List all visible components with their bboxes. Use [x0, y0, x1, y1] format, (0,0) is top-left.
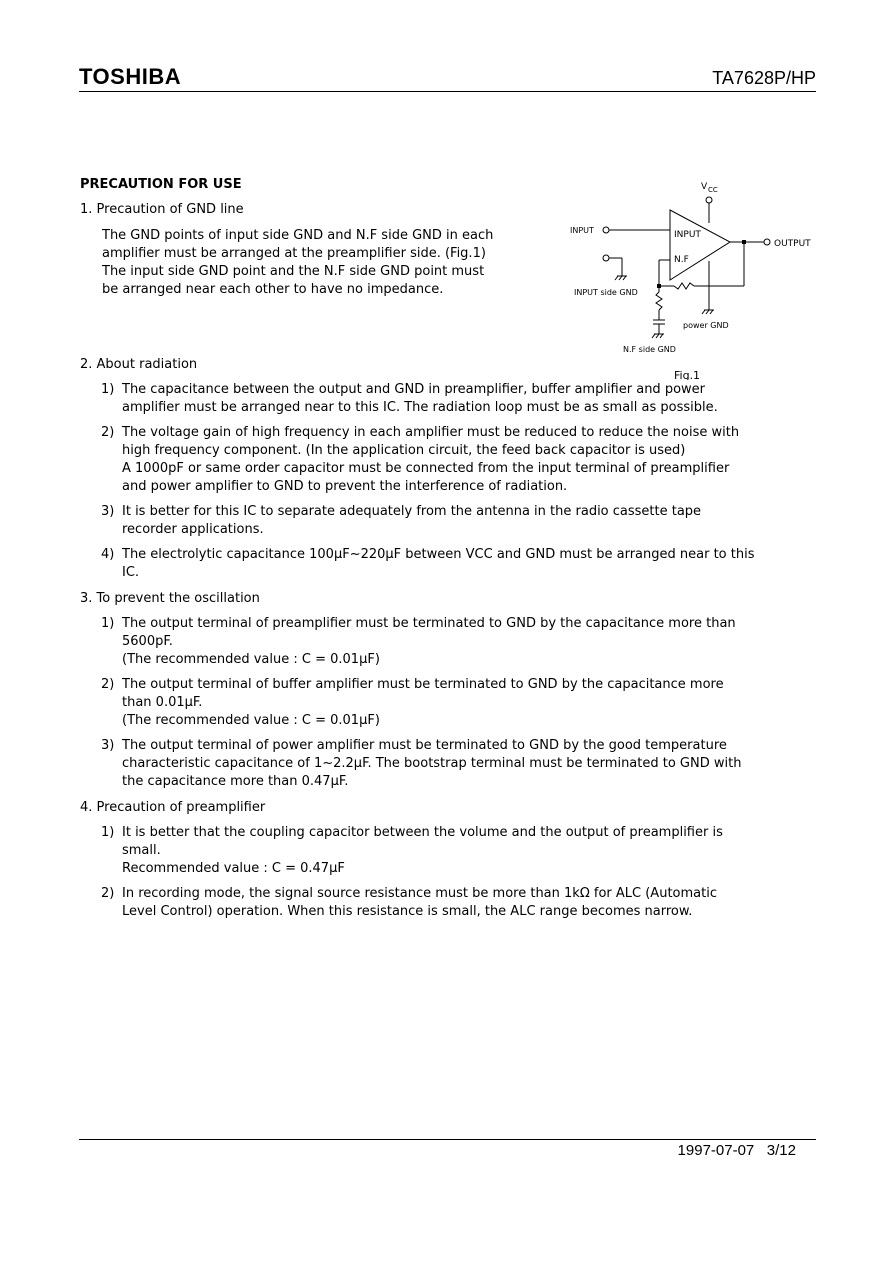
item-2-3-line: It is better for this IC to separate adequately from the antenna in the radio cassette tape: [122, 504, 702, 519]
footer-page: 3/12: [766, 1142, 796, 1159]
item-2-3-num: 3): [101, 504, 115, 519]
item-3-2-num: 2): [101, 677, 115, 692]
item-4-1-line: It is better that the coupling capacitor between the volume and the output of preamplifier is: [122, 825, 723, 840]
item-2-4-line: The electrolytic capacitance 100μF~220μF between VCC and GND must be arranged near to this: [122, 547, 755, 562]
item-4-2-line: Level Control) operation. When this resistance is small, the ALC range becomes narrow.: [122, 904, 693, 919]
footer-text: [678, 1142, 796, 1159]
power-gnd-label: power GND: [683, 321, 729, 330]
input-gnd-terminal: [603, 255, 609, 261]
vcc-terminal: [706, 197, 712, 203]
item-1-line: be arranged near each other to have no impedance.: [102, 282, 444, 297]
footer-rule: [79, 1139, 816, 1140]
output-terminal: [764, 239, 770, 245]
item-2-4-line: IC.: [122, 565, 140, 580]
feedback-resistor: [674, 283, 694, 289]
section-title: PRECAUTION FOR USE: [80, 177, 242, 192]
item-3-2-line: than 0.01μF.: [122, 695, 203, 710]
item-3-2-line: (The recommended value : C = 0.01μF): [122, 713, 380, 728]
item-1-line: The GND points of input side GND and N.F side GND in each: [102, 228, 494, 243]
item-1-line: The input side GND point and the N.F side GND point must: [102, 264, 485, 279]
nf-resistor: [656, 292, 662, 310]
item-3-1-num: 1): [101, 616, 115, 631]
item-4-2-line: In recording mode, the signal source resistance must be more than 1kΩ for ALC (Automatic: [122, 886, 717, 901]
vcc-subscript: CC: [708, 186, 718, 194]
footer-date: 1997-07-07: [677, 1142, 755, 1159]
header-rule: [79, 91, 816, 92]
part-number: TA7628P/HP: [712, 68, 816, 88]
input-gnd-label: INPUT side GND: [574, 288, 638, 297]
item-3-3-line: the capacitance more than 0.47μF.: [122, 774, 349, 789]
item-2-2-line: A 1000pF or same order capacitor must be connected from the input terminal of preamplifier: [122, 461, 730, 476]
item-2-4-num: 4): [101, 547, 115, 562]
item-4-1-line: small.: [122, 843, 161, 858]
item-2-3-line: recorder applications.: [122, 522, 264, 537]
item-2-2-line: high frequency component. (In the application circuit, the feed back capacitor is used): [122, 443, 686, 458]
input-pin-label: INPUT: [570, 226, 594, 235]
output-label: OUTPUT: [774, 239, 811, 249]
item-3-3-num: 3): [101, 738, 115, 753]
input-label: INPUT: [674, 230, 701, 240]
item-3-3-line: The output terminal of power amplifier must be terminated to GND by the good temperature: [122, 738, 727, 753]
amplifier-symbol: [670, 210, 730, 280]
figure-caption: Fig.1: [674, 369, 701, 380]
item-2-1-line: The capacitance between the output and GND in preamplifier, buffer amplifier and power: [122, 382, 705, 397]
vcc-label: V: [701, 182, 708, 192]
input-terminal: [603, 227, 609, 233]
item-3-2-line: The output terminal of buffer amplifier must be terminated to GND by the capacitance more: [122, 677, 724, 692]
item-3-title: 3. To prevent the oscillation: [80, 591, 260, 606]
item-4-1-num: 1): [101, 825, 115, 840]
nf-gnd-label: N.F side GND: [623, 345, 676, 354]
item-3-1-line: (The recommended value : C = 0.01μF): [122, 652, 380, 667]
item-1-line: amplifier must be arranged at the preamplifier side. (Fig.1): [102, 246, 486, 261]
item-3-3-line: characteristic capacitance of 1~2.2μF. The bootstrap terminal must be terminated to GND with: [122, 756, 742, 771]
item-4-2-num: 2): [101, 886, 115, 901]
fig1-circuit-diagram: [560, 180, 820, 380]
nf-label: N.F: [674, 255, 689, 265]
item-2-2-line: The voltage gain of high frequency in each amplifier must be reduced to reduce the noise with: [122, 425, 740, 440]
item-1-title: 1. Precaution of GND line: [80, 202, 244, 217]
item-2-1-line: amplifier must be arranged near to this IC. The radiation loop must be as small as possible.: [122, 400, 718, 415]
item-2-2-num: 2): [101, 425, 115, 440]
item-2-1-num: 1): [101, 382, 115, 397]
item-4-title: 4. Precaution of preamplifier: [80, 800, 266, 815]
item-2-2-line: and power amplifier to GND to prevent the interference of radiation.: [122, 479, 568, 494]
item-2-title: 2. About radiation: [80, 357, 198, 372]
brand-logo: TOSHIBA: [79, 64, 182, 89]
item-3-1-line: The output terminal of preamplifier must be terminated to GND by the capacitance more than: [122, 616, 736, 631]
item-3-1-line: 5600pF.: [122, 634, 173, 649]
item-4-1-line: Recommended value : C = 0.47μF: [122, 861, 345, 876]
